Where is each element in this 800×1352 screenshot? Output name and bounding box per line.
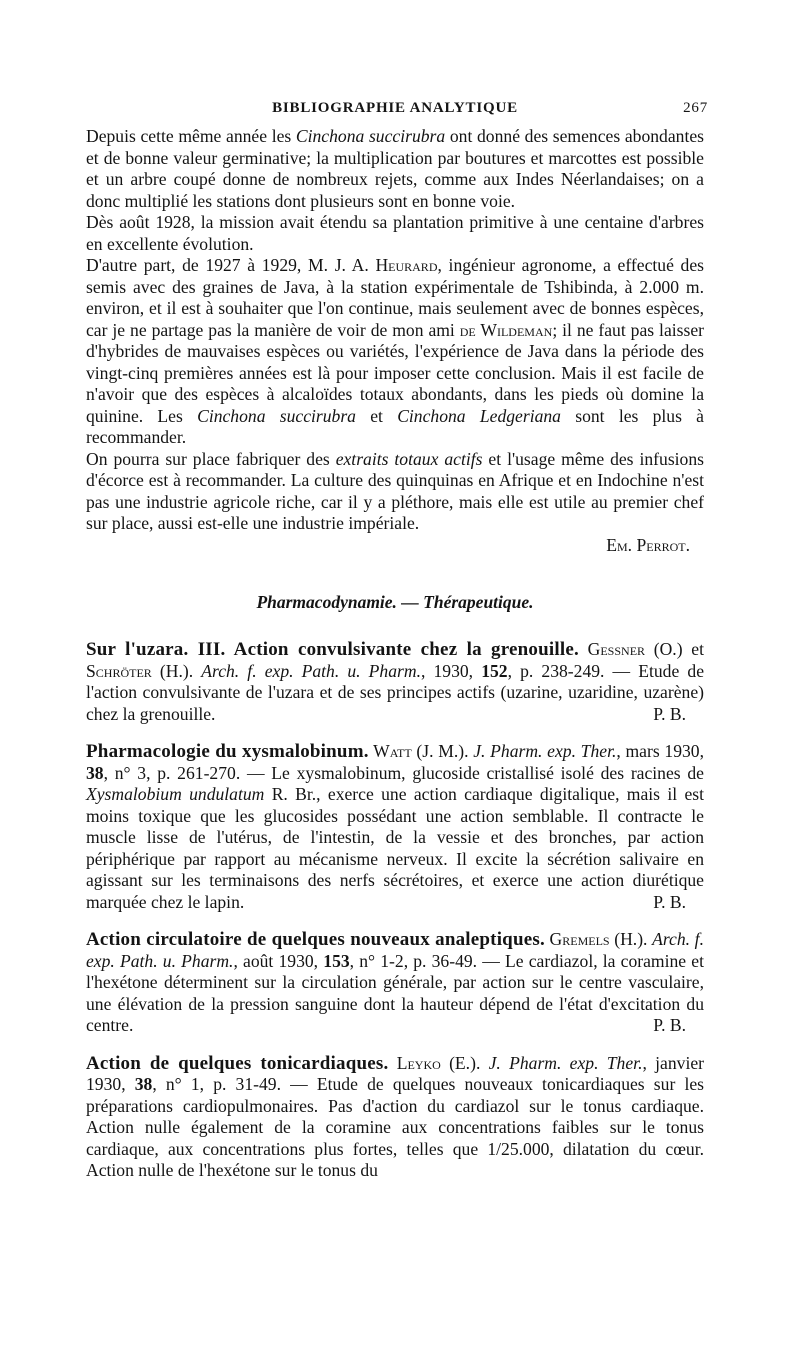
text-span: , p. 238-249. — Etude de l'action convulsivante de l'uzara et de ses principes actifs (uzarine, uzaridine, uzarène) chez la grenouille.	[86, 660, 705, 724]
text-span: et l'usage même des infusions d'écorce est à recommander. La culture des quinquinas en Afrique et en Indochine n'est pas une industrie agricole riche, car il y a pléthore, mais elle est utile au premier chef sur place, aussi est-elle une industrie impériale.	[86, 448, 705, 533]
journal-name: J. Pharm. exp. Ther.	[488, 1052, 643, 1073]
bibliography-entry	[86, 1053, 704, 1182]
section-heading: Pharmacodynamie. — Thérapeutique.	[256, 592, 534, 612]
text-span: , janvier 1930,	[86, 1052, 704, 1094]
signature: Em. Perrot.	[606, 534, 690, 555]
author-name: Watt	[368, 741, 412, 761]
running-header	[86, 100, 708, 126]
entry-text	[86, 929, 704, 1037]
reviewer-initials: P. B.	[653, 1015, 686, 1035]
entry-text	[86, 741, 704, 913]
volume-number: 153	[323, 950, 350, 971]
running-title: BIBLIOGRAPHIE ANALYTIQUE	[272, 100, 518, 116]
text-span: ont donné des semences abondantes et de bonne valeur germinative; la multiplication par boutures et marcottes est possible et un arbre coupé donne de nombreux rejets, comme aux Indes Néerlandaises; on a donc multiplié les stations dont plusieurs sont en bonne voie.	[86, 126, 704, 211]
entry-text	[86, 1053, 704, 1182]
text-span: , mars 1930,	[616, 741, 704, 761]
italic-span: Cinchona succirubra	[197, 405, 356, 426]
author-name: Heurard	[375, 255, 438, 275]
text-span: , n° 3, p. 261-270. — Le xysmalobinum, glucoside cristallisé isolé des racines de	[103, 762, 704, 783]
text-span: On pourra sur place fabriquer des	[86, 448, 336, 469]
bibliography-entry	[86, 639, 704, 725]
intro-paragraph-1	[86, 126, 704, 212]
intro-paragraph-4	[86, 449, 704, 535]
text-span: , ingénieur agronome, a effectué des semis avec des graines de Java, à la station expérimentale de Tshibinda, à 2.000 m. environ, et il est à souhaiter que l'on continue, mais seulement avec de bonnes espèces, car je ne partage pas la manière de voir de mon ami	[86, 255, 705, 340]
author-name: Leyko	[388, 1052, 441, 1073]
intro-paragraph-3	[86, 255, 704, 449]
text-span: (E.).	[440, 1052, 489, 1073]
author-name: Gremels	[549, 929, 610, 949]
entry-text	[86, 639, 704, 725]
text-span: (O.) et	[645, 639, 704, 659]
journal-name: Arch. f. exp. Path. u. Pharm.	[201, 660, 421, 681]
volume-number: 152	[481, 660, 508, 681]
entry-title: Sur l'uzara. III. Action convulsivante chez la grenouille.	[86, 639, 579, 660]
italic-span: extraits totaux actifs	[335, 448, 483, 469]
entry-title: Pharmacologie du xysmalobinum.	[86, 741, 369, 762]
italic-span: Xysmalobium undulatum	[86, 784, 265, 804]
reviewer-initials: P. B.	[653, 891, 686, 912]
text-span: (H.).	[609, 929, 653, 949]
text-span: sont les plus à recommander.	[86, 405, 704, 447]
journal-name: J. Pharm. exp. Ther.	[473, 741, 617, 761]
text-span: D'autre part, de 1927 à 1929, M. J. A.	[86, 255, 376, 275]
text-span: (H.).	[151, 660, 202, 681]
bibliography-entry	[86, 741, 704, 913]
italic-span: Cinchona Ledgeriana	[397, 405, 561, 426]
intro-paragraph-2: Dès août 1928, la mission avait étendu sa plantation primitive à une centaine d'arbres en excellente évolution.	[86, 212, 704, 254]
volume-number: 38	[134, 1074, 153, 1094]
journal-name: Arch. f. exp. Path. u. Pharm.	[86, 929, 704, 971]
entry-title: Action circulatoire de quelques nouveaux analeptiques.	[86, 929, 545, 950]
text-span: , 1930,	[420, 660, 482, 681]
text-span: , n° 1, p. 31-49. — Etude de quelques nouveaux tonicardiaques sur les préparations cardiopulmonaires. Pas d'action du cardiazol sur le tonus cardiaque. Action nulle également de la coramine aux concentrations faibles sur le tonus cardiaque, aux concentrations plus fortes, telles que 1/25.000, dilatation du cœur. Action nulle de l'hexétone sur le tonus du	[86, 1074, 704, 1180]
text-span: (J. M.).	[411, 741, 474, 761]
entry-title: Action de quelques tonicardiaques.	[86, 1052, 389, 1074]
author-name: Schröter	[86, 660, 152, 681]
author-name: Gessner	[587, 639, 646, 659]
bibliography-entry	[86, 929, 704, 1037]
text-span: et	[355, 405, 398, 426]
text-span: ; il ne faut pas laisser d'hybrides de mauvaises espèces ou variétés, l'expérience de Java dans la période des vingt-cinq premières années est là pour imposer cette conclusion. Mais il est facile de n'avoir que des espèces à alcaloïdes totaux abondants, dans les pieds où domine la quinine. Les	[86, 319, 704, 426]
text-span: Depuis cette même année les	[86, 126, 296, 146]
text-span: R. Br., exerce une action cardiaque digitalique, mais il est moins toxique que les glucosides possédant une action semblable. Il contracte le muscle lisse de l'utérus, de l'intestin, de la vessie et des bronches, par action périphérique par rapport au mécanisme nerveux. Il excite la sécrétion salivaire en agissant sur les terminaisons des nerfs sécrétoires, et exerce une action diurétique marquée chez le lapin.	[86, 784, 704, 912]
signature-line	[86, 535, 704, 557]
reviewer-initials: P. B.	[653, 703, 686, 724]
page-number: 267	[683, 100, 708, 116]
author-name: de Wildeman	[459, 319, 553, 340]
volume-number: 38	[86, 762, 104, 783]
text-span: , août 1930,	[233, 950, 324, 971]
italic-span: Cinchona succirubra	[295, 126, 446, 146]
text-span: , n° 1-2, p. 36-49. — Le cardiazol, la coramine et l'hexétone déterminent sur la circulation générale, par action sur le centre vasculaire, une élévation de la pression sanguine dont la hauteur dépend de l'état d'excitation du centre.	[86, 950, 704, 1035]
